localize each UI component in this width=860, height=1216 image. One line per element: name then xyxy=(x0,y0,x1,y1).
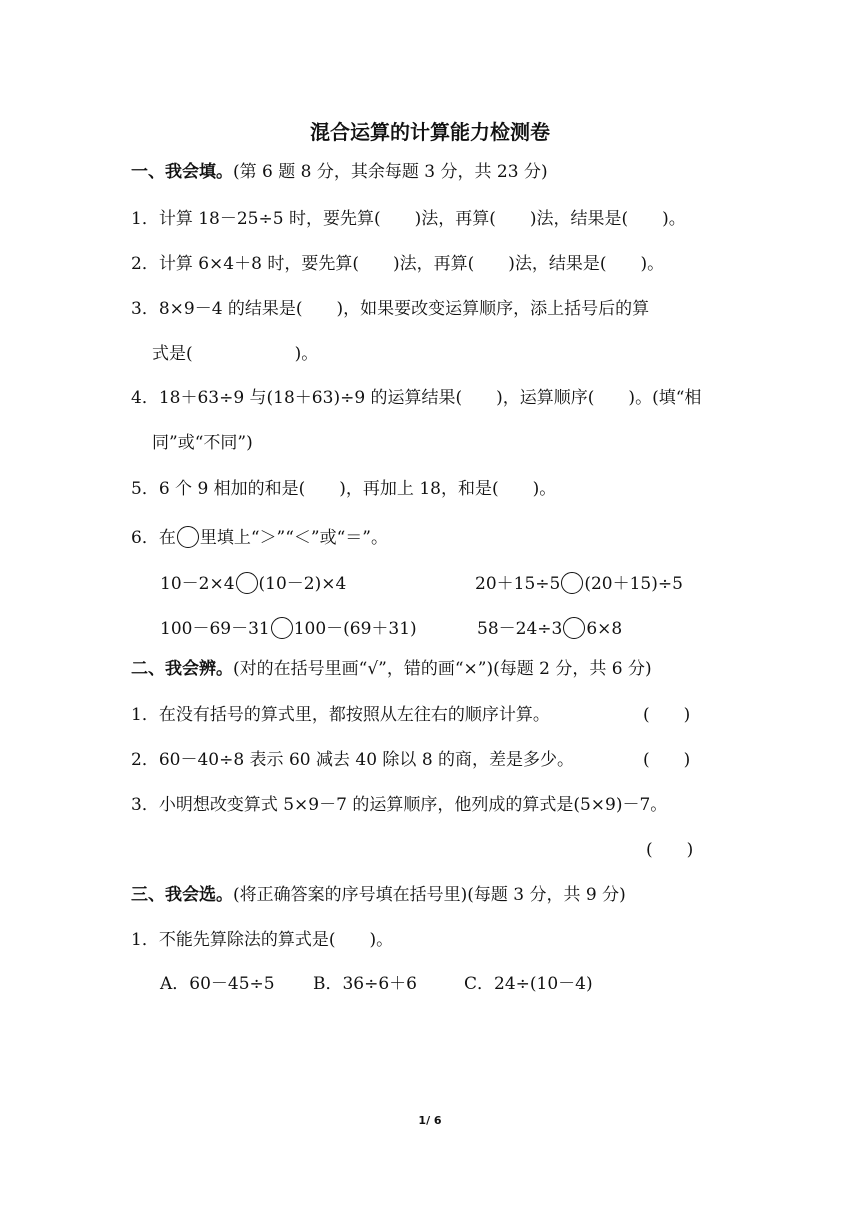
section-1-header xyxy=(131,161,548,183)
compare-2 xyxy=(475,572,683,595)
question-1-5: 5．6 个 9 相加的和是( )，再加上 18，和是( )。 xyxy=(131,479,557,499)
section-3-heading: 三、我会选。 xyxy=(131,885,233,905)
question-1-6-suffix: 里填上“＞”“＜”或“＝”。 xyxy=(199,528,388,548)
compare-4 xyxy=(477,617,622,640)
compare-3 xyxy=(160,617,417,640)
question-1-6 xyxy=(131,526,388,549)
section-2-header xyxy=(131,658,652,680)
question-1-6-prefix: 6．在 xyxy=(131,528,176,548)
page-number: 1/ 6 xyxy=(418,1114,442,1127)
option-c: C．24÷(10－4) xyxy=(464,974,593,994)
compare-3-right: 100－(69＋31) xyxy=(293,619,417,639)
question-1-3-line1: 3．8×9－4 的结果是( )，如果要改变运算顺序，添上括号后的算 xyxy=(131,299,650,319)
option-a: A．60－45÷5 xyxy=(160,974,275,994)
question-2-3: 3．小明想改变算式 5×9－7 的运算顺序，他列成的算式是(5×9)－7。 xyxy=(131,795,668,815)
answer-blank-2-3: ( ) xyxy=(646,840,694,860)
question-1-3-line2: 式是( )。 xyxy=(152,344,319,364)
section-2-heading: 二、我会辨。 xyxy=(131,659,233,679)
compare-4-left: 58－24÷3 xyxy=(477,619,563,639)
section-1-heading: 一、我会填。 xyxy=(131,162,233,182)
compare-4-right: 6×8 xyxy=(586,619,623,639)
compare-2-left: 20＋15÷5 xyxy=(475,574,561,594)
section-3-note: (将正确答案的序号填在括号里)(每题 3 分，共 9 分) xyxy=(233,885,626,905)
answer-blank-2-1: ( ) xyxy=(643,705,691,725)
page-title: 混合运算的计算能力检测卷 xyxy=(310,120,550,144)
section-2-note: (对的在括号里画“√”，错的画“×”)(每题 2 分，共 6 分) xyxy=(233,659,652,679)
circle-blank-icon xyxy=(236,572,258,594)
question-1-2: 2．计算 6×4＋8 时，要先算( )法，再算( )法，结果是( )。 xyxy=(131,254,665,274)
section-3-header xyxy=(131,884,626,906)
circle-blank-icon xyxy=(271,617,293,639)
question-1-4-line1: 4．18＋63÷9 与(18＋63)÷9 的运算结果( )，运算顺序( )。(填“相 xyxy=(131,388,702,408)
option-b: B．36÷6＋6 xyxy=(313,974,418,994)
question-2-1: 1．在没有括号的算式里，都按照从左往右的顺序计算。 xyxy=(131,705,550,725)
question-1-1: 1．计算 18－25÷5 时，要先算( )法，再算( )法，结果是( )。 xyxy=(131,209,686,229)
compare-2-right: (20＋15)÷5 xyxy=(584,574,683,594)
circle-blank-icon xyxy=(177,526,199,548)
section-1-note: (第 6 题 8 分，其余每题 3 分，共 23 分) xyxy=(233,162,548,182)
compare-1 xyxy=(160,572,346,595)
compare-1-right: (10－2)×4 xyxy=(258,574,347,594)
answer-blank-2-2: ( ) xyxy=(643,750,691,770)
circle-blank-icon xyxy=(561,572,583,594)
compare-3-left: 100－69－31 xyxy=(160,619,270,639)
question-3-1: 1．不能先算除法的算式是( )。 xyxy=(131,930,394,950)
question-1-4-line2: 同”或“不同”) xyxy=(152,433,253,453)
circle-blank-icon xyxy=(563,617,585,639)
compare-1-left: 10－2×4 xyxy=(160,574,235,594)
question-2-2: 2．60－40÷8 表示 60 减去 40 除以 8 的商，差是多少。 xyxy=(131,750,575,770)
